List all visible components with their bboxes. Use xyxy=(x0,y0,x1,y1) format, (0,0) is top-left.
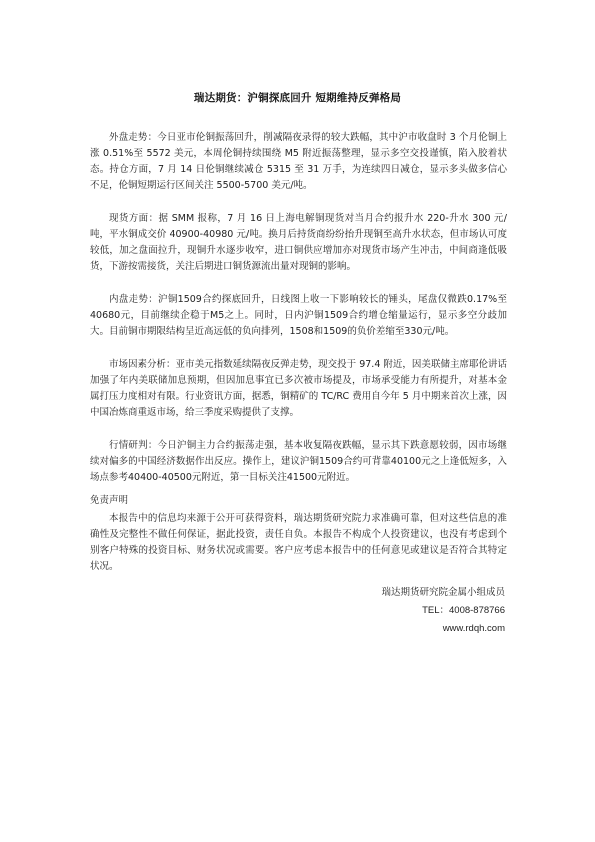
disclaimer-heading: 免责声明 xyxy=(90,495,129,506)
paragraph-inner-market: 内盘走势：沪铜1509合约探底回升，日线图上收一下影响较长的锤头，尾盘仅微跌0.17%至40680元，目前继续企稳于M5之上。同时，日内沪铜1509合约增仓缩量运行，显示多空分歧加大。目前铜市期限结构呈近高远低的负向排列，1508和1509的负价差缩至330元/吨。 xyxy=(90,294,507,337)
signature-website: www.rdqh.com xyxy=(442,623,505,634)
report-title: 瑞达期货：沪铜探底回升 短期维持反弹格局 xyxy=(193,92,402,104)
paragraph-outer-market: 外盘走势：今日亚市伦铜振荡回升，削减隔夜录得的较大跌幅，其中沪市收盘时 3 个月伦铜上涨 0.51%至 5572 美元，本周伦铜持续围绕 M5 附近振荡整理，显示多空交投谨慎，陷入胶着状态。持仓方面，7 月 14 日伦铜继续减仓 5315 至 31 万手，为连续四日减仓，显示多头做多信心不足，伦铜短期运行区间关注 5500-5700 美元/吨。 xyxy=(90,132,507,191)
signature-org: 瑞达期货研究院金属小组成员 xyxy=(381,587,505,598)
paragraph-market-view: 行情研判：今日沪铜主力合约振荡走强，基本收复隔夜跌幅，显示其下跌意愿较弱，因市场继续对偏多的中国经济数据作出反应。操作上，建议沪铜1509合约可背靠40100元之上逢低短多，入场点参考40400-40500元附近，第一目标关注41500元附近。 xyxy=(90,440,507,483)
paragraph-market-factors: 市场因素分析：亚市美元指数延续隔夜反弹走势，现交投于 97.4 附近，因美联储主席耶伦讲话加强了年内美联储加息预期，但因加息事宜已多次被市场提及，市场承受能力有所提升，对基本金属打压力度相对有限。行业资讯方面，据悉，铜精矿的 TC/RC 费用自今年 5 月中期来首次上涨，因中国冶炼商重返市场，给三季度采购提供了支撑。 xyxy=(90,359,507,418)
paragraph-spot-market: 现货方面：据 SMM 报称，7 月 16 日上海电解铜现货对当月合约报升水 220-升水 300 元/吨，平水铜成交价 40900-40980 元/吨。换月后持货商纷纷抬升现铜至高升水状态，但市场认可度较低，加之盘面拉升，现铜升水逐步收窄，进口铜供应增加亦对现货市场产生冲击，中间商逢低吸货，下游按需接货，关注后期进口铜货源流出量对现铜的影响。 xyxy=(90,213,507,272)
signature-tel: TEL：4008-878766 xyxy=(422,605,505,616)
disclaimer-text: 本报告中的信息均来源于公开可获得资料，瑞达期货研究院力求准确可靠，但对这些信息的准确性及完整性不做任何保证，据此投资，责任自负。本报告不构成个人投资建议，也没有考虑到个别客户特殊的投资目标、财务状况或需要。客户应考虑本报告中的任何意见或建议是否符合其特定状况。 xyxy=(90,513,507,572)
